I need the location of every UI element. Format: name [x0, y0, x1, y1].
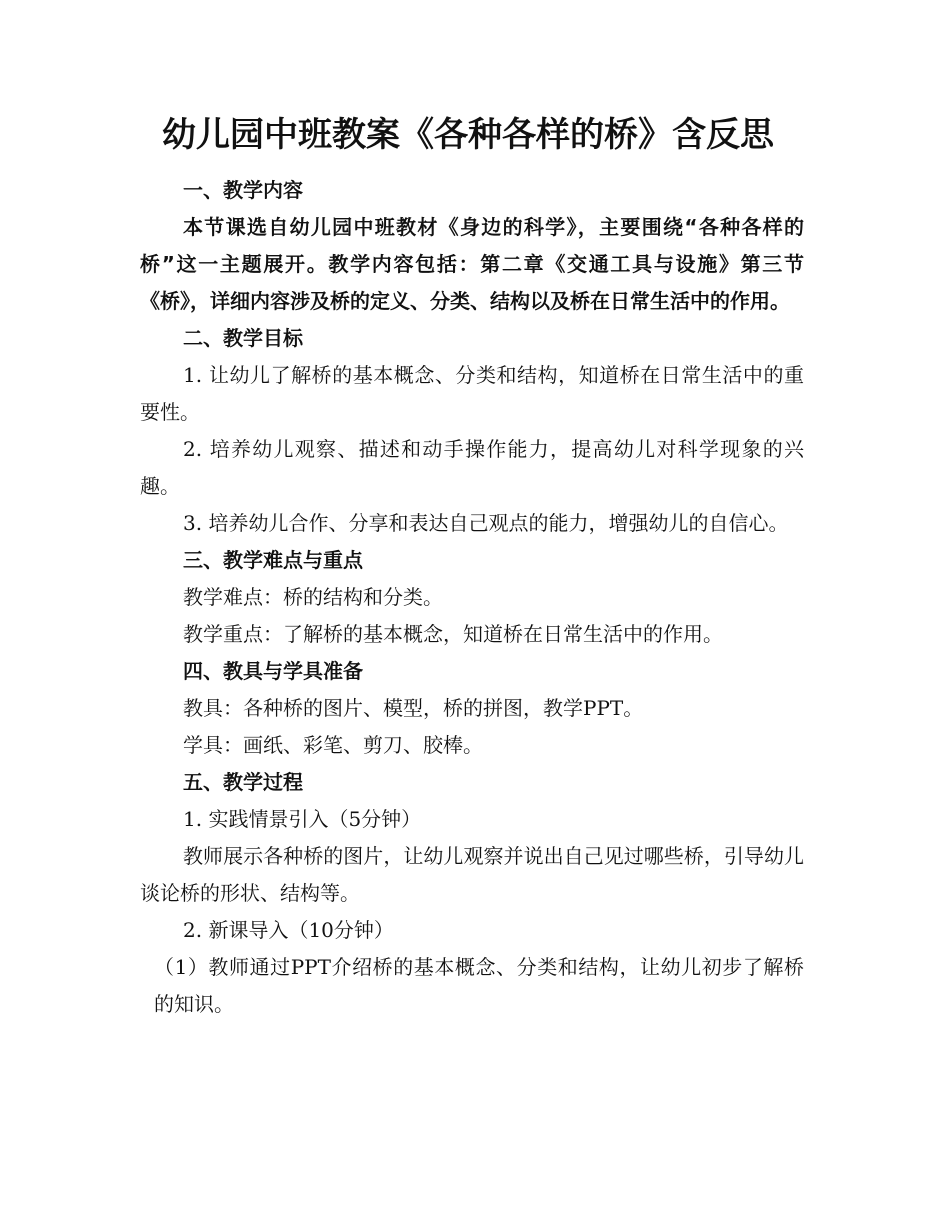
section-heading-teaching-content: 一、教学内容: [183, 178, 303, 202]
process-step-title: 1. 实践情景引入（5分钟）: [183, 807, 422, 831]
key-point-text: 教学重点：了解桥的基本概念，知道桥在日常生活中的作用。: [183, 622, 723, 646]
teaching-content-paragraph: 本节课选自幼儿园中班教材《身边的科学》，主要围绕“各种各样的桥”这一主题展开。教学内容包括：第二章《交通工具与设施》第三节《桥》，详细内容涉及桥的定义、分类、结构以及桥在日常生活中的作用。: [140, 215, 804, 313]
student-tools-text: 学具：画纸、彩笔、剪刀、胶棒。: [183, 733, 483, 757]
difficulty-text: 教学难点：桥的结构和分类。: [183, 585, 443, 609]
goal-item: 3. 培养幼儿合作、分享和表达自己观点的能力，增强幼儿的自信心。: [183, 511, 789, 535]
process-step-title: 2. 新课导入（10分钟）: [183, 918, 394, 942]
process-substep-text: （1）教师通过PPT介绍桥的基本概念、分类和结构，让幼儿初步了解桥的知识。: [154, 955, 804, 1016]
section-heading-difficulties: 三、教学难点与重点: [183, 548, 363, 572]
goal-item: 2. 培养幼儿观察、描述和动手操作能力，提高幼儿对科学现象的兴趣。: [140, 437, 804, 498]
document-body: [140, 110, 804, 1023]
teacher-tools-text: 教具：各种桥的图片、模型，桥的拼图，教学PPT。: [183, 696, 644, 720]
section-heading-materials: 四、教具与学具准备: [183, 659, 363, 683]
process-step-text: 教师展示各种桥的图片，让幼儿观察并说出自己见过哪些桥，引导幼儿谈论桥的形状、结构等。: [140, 844, 804, 905]
section-heading-teaching-goals: 二、教学目标: [183, 326, 303, 350]
goal-item: 1. 让幼儿了解桥的基本概念、分类和结构，知道桥在日常生活中的重要性。: [140, 363, 804, 424]
document-title: 幼儿园中班教案《各种各样的桥》含反思: [162, 115, 774, 155]
section-heading-process: 五、教学过程: [183, 770, 303, 794]
